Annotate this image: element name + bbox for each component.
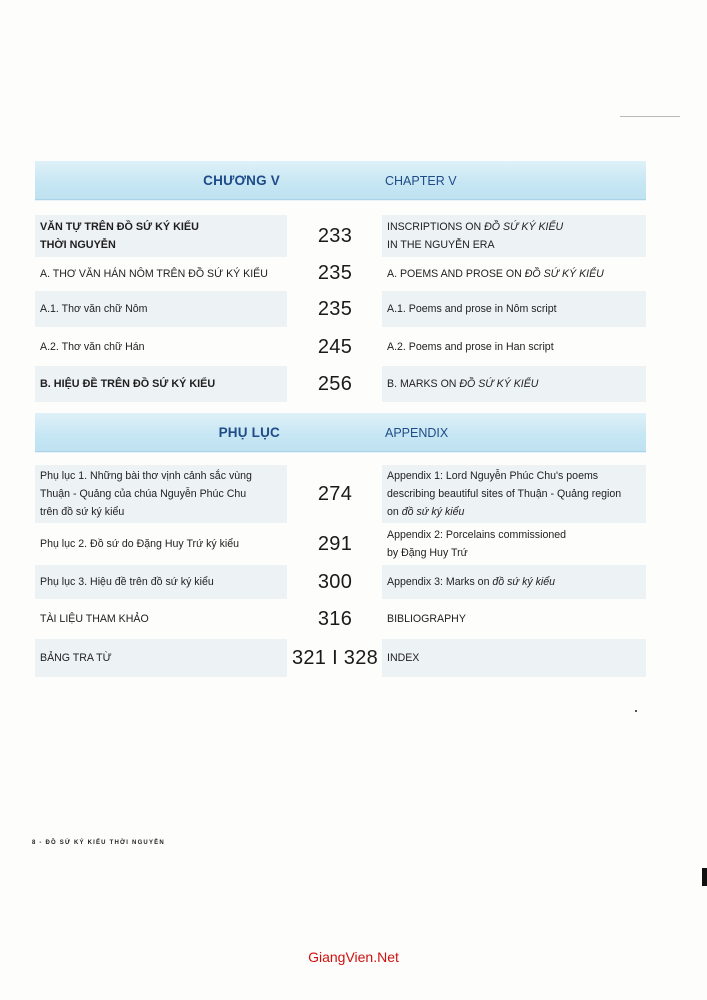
edge-mark (702, 868, 707, 886)
toc-entry-vi (35, 524, 287, 564)
toc-entry-en (382, 291, 646, 327)
toc-entry-vi-line: A.2. Thơ văn chữ Hán (40, 341, 145, 353)
toc-entry-vi-line: Phụ lục 1. Những bài thơ vịnh cảnh sắc vùng (40, 470, 252, 482)
toc-row[interactable] (35, 215, 646, 257)
chapter-v-header-en: CHAPTER V (385, 174, 457, 188)
en-text: INDEX (387, 652, 420, 664)
appendix-header-en: APPENDIX (385, 426, 449, 440)
toc-entry-vi (35, 366, 287, 402)
toc-entry-vi (35, 215, 287, 257)
toc-entry-en (382, 565, 646, 599)
toc-entry-en (382, 601, 646, 637)
toc-entry-vi (35, 329, 287, 365)
toc-entry-en-line (387, 467, 621, 485)
toc-entry-vi (35, 291, 287, 327)
toc-entry-vi (35, 257, 287, 290)
toc-entry-en-line (387, 526, 566, 544)
en-text: BIBLIOGRAPHY (387, 613, 466, 625)
toc-entry-vi-line: trên đồ sứ ký kiểu (40, 506, 125, 518)
toc-row[interactable] (35, 601, 646, 637)
en-text: Appendix 3: Marks on (387, 576, 493, 588)
toc-entry-vi-line: THỜI NGUYỄN (40, 239, 116, 251)
en-text: A.2. Poems and prose in Han script (387, 341, 554, 353)
toc-entry-vi (35, 565, 287, 599)
toc-entry-en (382, 257, 646, 290)
toc-entry-en-line (387, 375, 538, 393)
toc-row[interactable] (35, 639, 646, 677)
toc-entry-en-line (387, 338, 554, 356)
toc-page-number: 245 (317, 335, 353, 358)
toc-entry-vi (35, 639, 287, 677)
appendix-section (35, 413, 646, 679)
en-italic-text: đồ sứ ký kiểu (401, 506, 465, 518)
en-text: Appendix 1: Lord Nguyễn Phúc Chu's poems (387, 470, 599, 482)
chapter-v-section (35, 161, 646, 404)
en-text: Appendix 2: Porcelains commissioned (387, 529, 567, 541)
toc-entry-vi (35, 601, 287, 637)
toc-entry-en-line (387, 236, 563, 254)
toc-page-number: 274 (317, 482, 353, 505)
toc-page-number: 291 (317, 532, 353, 555)
toc-entry-en-line (387, 265, 604, 283)
en-italic-text: ĐỒ SỨ KÝ KIỂU (484, 221, 564, 233)
toc-entry-vi-line: A.1. Thơ văn chữ Nôm (40, 303, 148, 315)
en-text: on (387, 506, 402, 518)
toc-row[interactable] (35, 257, 646, 290)
toc-entry-en-line (387, 218, 563, 236)
toc-page-number: 321 I 328 (291, 646, 379, 669)
en-italic-text: ĐỒ SỨ KÝ KIỂU (524, 267, 604, 280)
en-italic-text: ĐỒ SỨ KÝ KIỂU (459, 378, 539, 390)
en-italic-text: đồ sứ ký kiểu (492, 576, 556, 588)
toc-entry-en-line (387, 503, 621, 521)
en-text: by Đặng Huy Trứ (387, 547, 468, 559)
toc-entry-en-line (387, 485, 621, 503)
appendix-header (35, 413, 646, 452)
toc-page-number: 233 (317, 224, 353, 247)
toc-entry-en-line (387, 544, 566, 562)
toc-page-number: 256 (317, 372, 353, 395)
watermark: GiangVien.Net (308, 949, 399, 965)
toc-entry-en-line (387, 610, 466, 628)
toc-entry-vi-line: BẢNG TRA TỪ (40, 652, 112, 664)
toc-entry-vi-line: Phụ lục 2. Đồ sứ do Đặng Huy Trứ ký kiểu (40, 538, 240, 550)
toc-entry-vi-line: Thuận - Quảng của chúa Nguyễn Phúc Chu (40, 488, 247, 500)
toc-entry-vi-line: A. THƠ VĂN HÁN NÔM TRÊN ĐỒ SỨ KÝ KIỂU (40, 267, 268, 280)
toc-entry-en (382, 465, 646, 523)
toc-page-number: 235 (317, 297, 353, 320)
toc-entry-en-line (387, 649, 419, 667)
toc-row[interactable] (35, 291, 646, 327)
toc-page-number: 235 (317, 262, 353, 284)
toc-entry-en (382, 215, 646, 257)
en-text: A. POEMS AND PROSE ON (387, 267, 525, 280)
toc-row[interactable] (35, 524, 646, 564)
toc-entry-en (382, 329, 646, 365)
toc-entry-vi-line: VĂN TỰ TRÊN ĐỒ SỨ KÝ KIỂU (40, 221, 199, 233)
toc-entry-en-line (387, 573, 555, 591)
toc-entry-en (382, 366, 646, 402)
toc-row[interactable] (35, 465, 646, 523)
running-head: 8 - ĐỒ SỨ KÝ KIỂU THỜI NGUYỄN (32, 840, 165, 846)
toc-row[interactable] (35, 565, 646, 599)
toc-row[interactable] (35, 366, 646, 402)
en-text: describing beautiful sites of Thuận - Quảng region (387, 488, 622, 500)
speck (635, 710, 637, 712)
toc-entry-en (382, 639, 646, 677)
toc-entry-vi-line: TÀI LIỆU THAM KHẢO (40, 613, 149, 625)
appendix-header-vi: PHỤ LỤC (218, 425, 280, 440)
en-text: B. MARKS ON (387, 378, 460, 390)
en-text: INSCRIPTIONS ON (387, 221, 485, 233)
toc-page-number: 316 (317, 607, 353, 630)
top-rule (620, 116, 680, 117)
toc-entry-en-line (387, 300, 557, 318)
toc-page-number: 300 (317, 570, 353, 593)
chapter-v-header-vi: CHƯƠNG V (203, 173, 280, 188)
toc-entry-vi-line: B. HIỆU ĐỀ TRÊN ĐỒ SỨ KÝ KIỂU (40, 378, 216, 390)
toc-entry-vi (35, 465, 287, 523)
en-text: A.1. Poems and prose in Nôm script (387, 303, 557, 315)
chapter-v-header (35, 161, 646, 200)
toc-row[interactable] (35, 329, 646, 365)
toc-entry-vi-line: Phụ lục 3. Hiệu đề trên đồ sứ ký kiểu (40, 576, 214, 588)
toc-entry-en (382, 524, 646, 564)
en-text: IN THE NGUYỄN ERA (387, 239, 495, 251)
